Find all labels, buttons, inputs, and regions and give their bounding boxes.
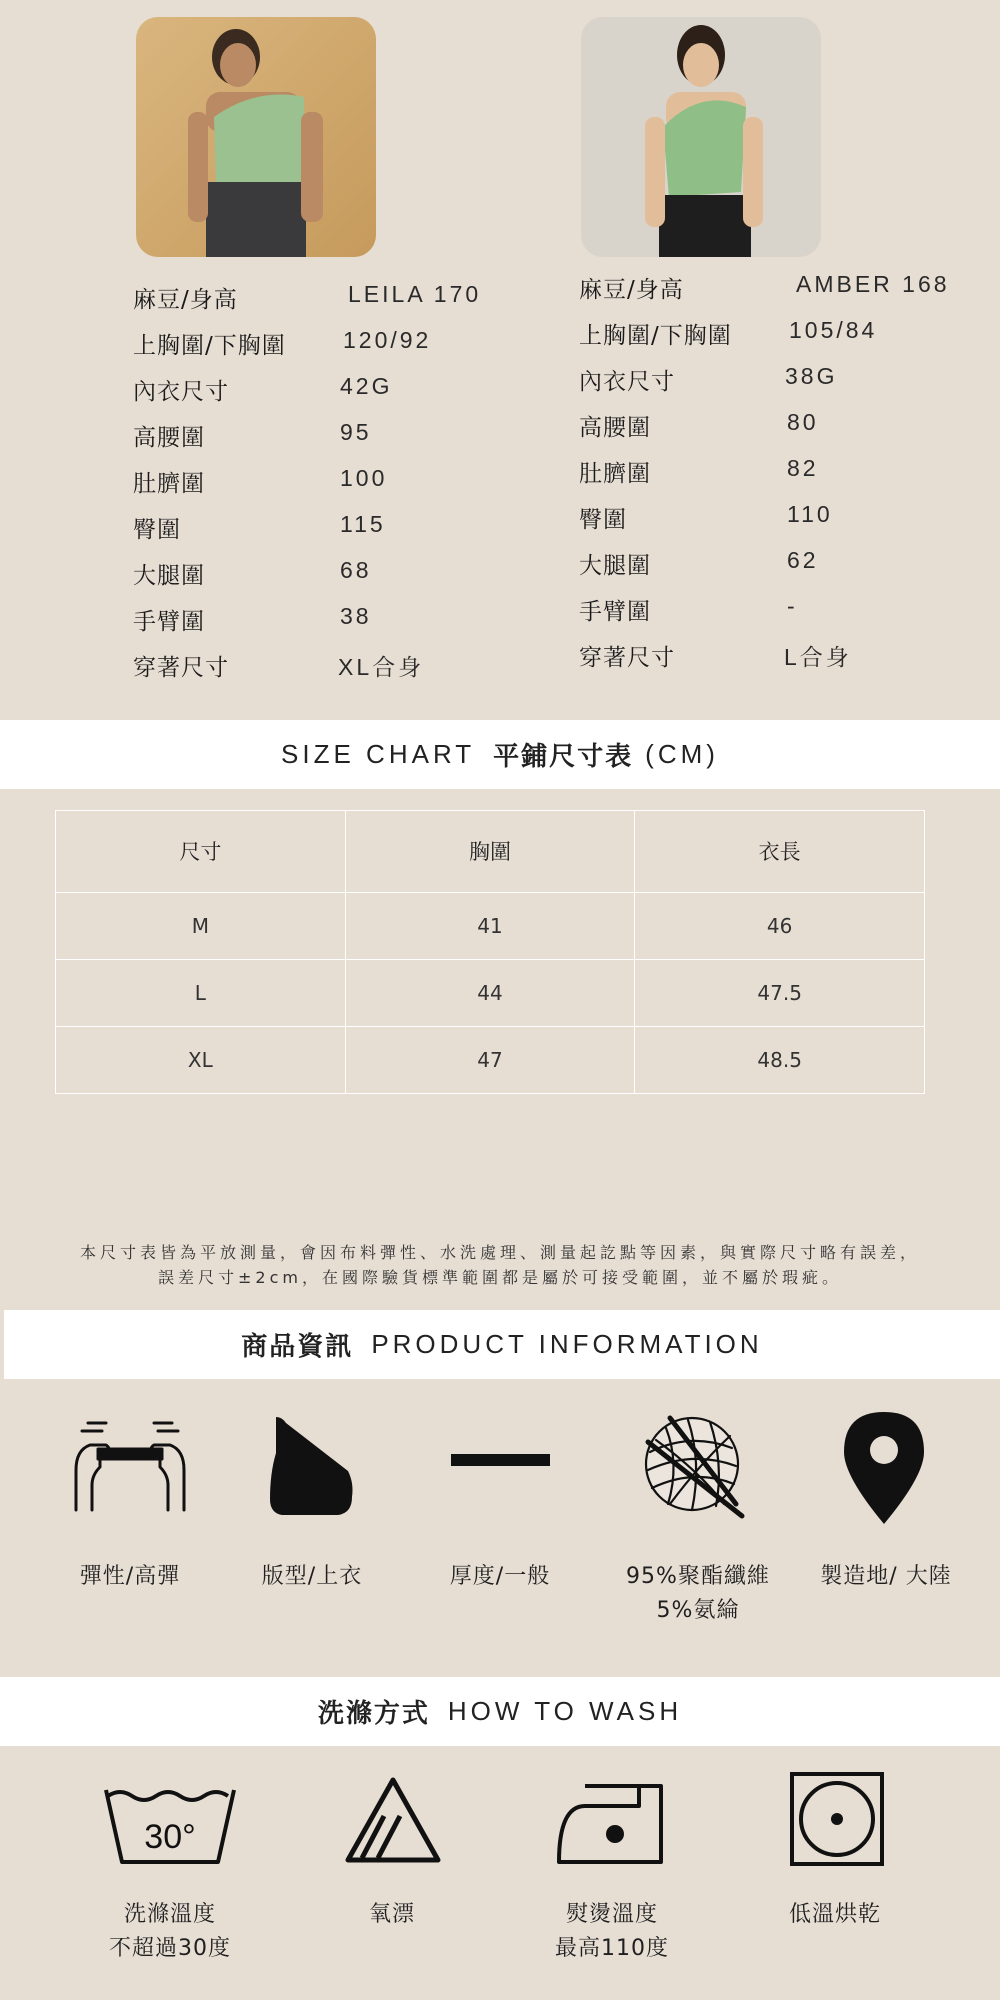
measure-value: 38 (340, 603, 372, 629)
measure-value: 62 (787, 547, 819, 573)
caption-line: 5%氨綸 (656, 1598, 740, 1623)
measure-value: 120/92 (343, 327, 432, 353)
caption-line: 洗滌溫度 (123, 1902, 216, 1927)
measure-label: 麻豆/身高 (579, 277, 684, 303)
product-info-header (4, 1310, 1000, 1379)
table-cell: XL (56, 1026, 346, 1093)
caption-line: 最高110度 (555, 1936, 669, 1961)
size-chart-table (55, 810, 925, 1094)
measure-label: 手臂圍 (133, 609, 205, 635)
wash-item-caption (292, 1898, 492, 1932)
note-line: 本尺寸表皆為平放測量，會因布料彈性、水洗處理、測量起訖點等因素，與實際尺寸略有誤差， (79, 1243, 920, 1262)
caption-line: 熨燙溫度 (565, 1902, 658, 1927)
iron-icon (555, 1782, 665, 1866)
table-row (56, 1026, 925, 1093)
product-item-caption (212, 1560, 412, 1594)
measure-label: 高腰圍 (579, 415, 651, 441)
table-cell: M (56, 892, 346, 959)
yarn-ball-icon (640, 1412, 750, 1522)
wash-header (0, 1677, 1000, 1746)
wash-item-caption (512, 1898, 712, 1966)
measure-value: 38G (785, 363, 838, 389)
table-header-row (56, 811, 925, 893)
table-header-cell: 胸圍 (345, 811, 635, 893)
caption-line: 版型/上衣 (261, 1564, 363, 1589)
measure-value: 100 (340, 465, 388, 491)
table-cell: 41 (345, 892, 635, 959)
caption-line: 不超過30度 (109, 1936, 231, 1961)
table-row (56, 892, 925, 959)
note-line: 誤差尺寸±2cm，在國際驗貨標準範圍都是屬於可接受範圍，並不屬於瑕疵。 (158, 1268, 842, 1287)
stretch-hands-icon (70, 1415, 190, 1515)
caption-line: 製造地/ 大陸 (820, 1564, 952, 1589)
measure-label: 高腰圍 (133, 425, 205, 451)
measure-value: 115 (340, 511, 386, 537)
table-cell: 46 (635, 892, 925, 959)
table-cell: 48.5 (635, 1026, 925, 1093)
wash-item-caption (735, 1898, 935, 1932)
measure-value: AMBER 168 (796, 271, 950, 297)
wash-title-zh: 洗滌方式 (317, 1699, 430, 1729)
location-pin-icon (842, 1410, 926, 1526)
product-info-title-zh: 商品資訊 (241, 1332, 354, 1362)
measure-value: 68 (340, 557, 372, 583)
tumble-dry-low-icon (790, 1772, 884, 1866)
size-chart-title-unit: (CM) (645, 739, 719, 769)
table-header-cell: 尺寸 (56, 811, 346, 893)
table-cell: 44 (345, 959, 635, 1026)
measure-value: L合身 (784, 644, 852, 670)
size-chart-title-zh: 平鋪尺寸表 (493, 742, 634, 772)
measure-value: 82 (787, 455, 819, 481)
measure-label: 內衣尺寸 (579, 369, 675, 395)
measure-value: 42G (340, 373, 393, 399)
measure-label: 麻豆/身高 (133, 287, 238, 313)
measure-label: 肚臍圍 (133, 471, 205, 497)
measure-value: LEILA 170 (348, 281, 482, 307)
measure-value: - (787, 593, 798, 619)
caption-line: 厚度/一般 (449, 1564, 551, 1589)
measure-label: 大腿圍 (579, 553, 651, 579)
wash-tub-30-icon (102, 1786, 238, 1866)
product-item-caption (400, 1560, 600, 1594)
wash-title-en: HOW TO WASH (447, 1696, 683, 1726)
measure-value: 80 (787, 409, 819, 435)
measure-value: XL合身 (338, 654, 425, 680)
table-header-cell: 衣長 (635, 811, 925, 893)
measure-value: 105/84 (789, 317, 878, 343)
wash-temp-label: 30° (144, 1818, 196, 1856)
measure-value: 110 (787, 501, 833, 527)
measure-label: 大腿圍 (133, 563, 205, 589)
measure-value: 95 (340, 419, 372, 445)
measure-label: 內衣尺寸 (133, 379, 229, 405)
caption-line: 95%聚酯纖維 (626, 1564, 770, 1589)
measure-label: 手臂圍 (579, 599, 651, 625)
caption-line: 氧漂 (368, 1902, 415, 1927)
product-info-title-en: PRODUCT INFORMATION (371, 1329, 763, 1359)
caption-line: 低溫烘乾 (788, 1902, 881, 1927)
measure-label: 穿著尺寸 (579, 645, 675, 671)
measure-label: 穿著尺寸 (133, 655, 229, 681)
size-chart-note (0, 1240, 1000, 1290)
wash-item-caption (70, 1898, 270, 1966)
size-chart-header (0, 720, 1000, 789)
model-photo-amber (581, 17, 821, 257)
one-shoulder-top-icon (268, 1413, 354, 1517)
table-cell: 47 (345, 1026, 635, 1093)
measure-label: 肚臍圍 (579, 461, 651, 487)
product-item-caption (786, 1560, 986, 1594)
size-chart-title-en: SIZE CHART (281, 739, 476, 769)
product-item-caption (30, 1560, 230, 1594)
model-photo-leila (136, 17, 376, 257)
product-item-caption (598, 1560, 798, 1628)
table-cell: L (56, 959, 346, 1026)
thickness-line-icon (451, 1454, 550, 1466)
table-cell: 47.5 (635, 959, 925, 1026)
measure-label: 上胸圍/下胸圍 (133, 333, 286, 359)
measure-label: 上胸圍/下胸圍 (579, 323, 732, 349)
table-row (56, 959, 925, 1026)
measure-label: 臀圍 (579, 507, 627, 533)
bleach-triangle-icon (344, 1776, 442, 1864)
caption-line: 彈性/高彈 (79, 1564, 181, 1589)
measure-label: 臀圍 (133, 517, 181, 543)
